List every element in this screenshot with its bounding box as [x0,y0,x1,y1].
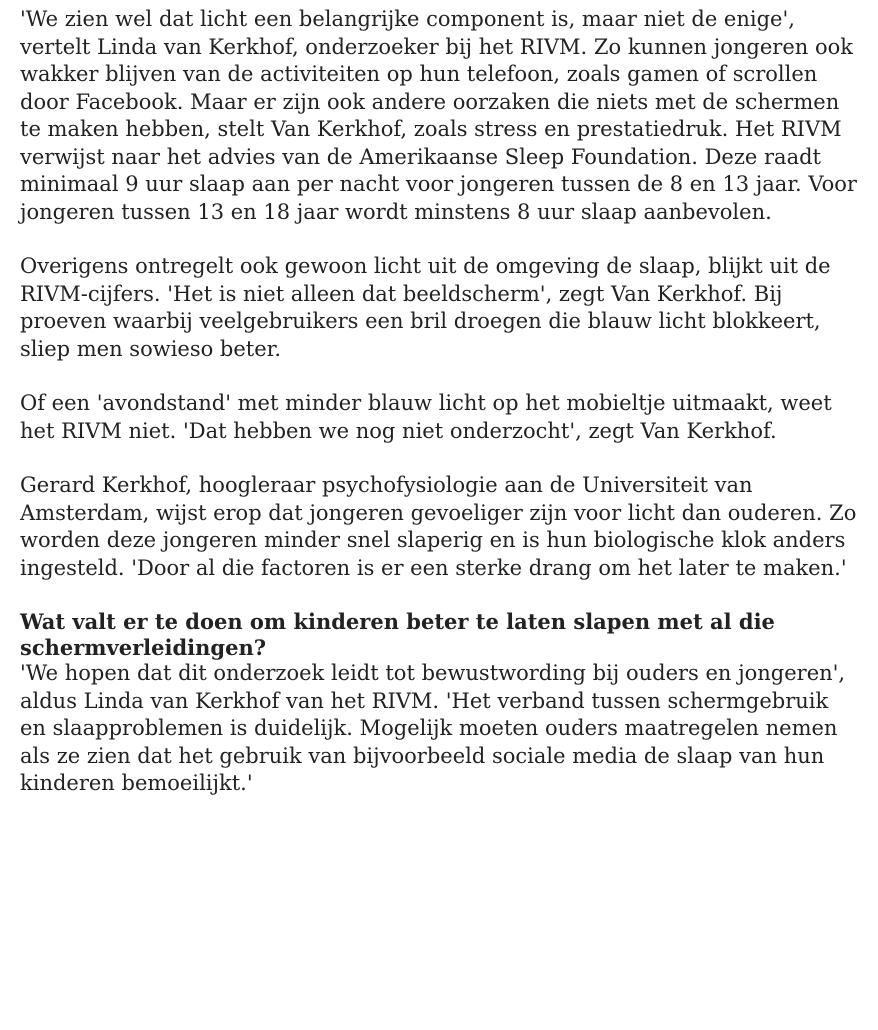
article-paragraph: 'We zien wel dat licht een belangrijke component is, maar niet de enige', vertelt Linda van Kerkhof, onderzoeker bij het RIVM. Zo kunnen jongeren ook wakker blijven van de activiteiten op hun telefoon, zoals gamen of scrollen door Facebook. Maar er zijn ook andere oorzaken die niets met de schermen te maken hebben, stelt Van Kerkhof, zoals stress en prestatiedruk. Het RIVM verwijst naar het advies van de Amerikaanse Sleep Foundation. Deze raadt minimaal 9 uur slaap aan per nacht voor jongeren tussen de 8 en 13 jaar. Voor jongeren tussen 13 en 18 jaar wordt minstens 8 uur slaap aanbevolen. [20,7,857,224]
article-paragraph: Gerard Kerkhof, hoogleraar psychofysiologie aan de Universiteit van Amsterdam, wijst erop dat jongeren gevoeliger zijn voor licht dan ouderen. Zo worden deze jongeren minder snel slaperig en is hun biologische klok anders ingesteld. 'Door al die factoren is er een sterke drang om het later te maken.' [20,473,857,580]
article-paragraph: Of een 'avondstand' met minder blauw licht op het mobieltje uitmaakt, weet het RIVM niet. 'Dat hebben we nog niet onderzocht', zegt Van Kerkhof. [20,391,832,443]
section-heading: Wat valt er te doen om kinderen beter te laten slapen met al die schermverleidingen? [20,609,775,660]
article-paragraph: 'We hopen dat dit onderzoek leidt tot bewustwording bij ouders en jongeren', aldus Linda van Kerkhof van het RIVM. 'Het verband tussen schermgebruik en slaapproblemen is duidelijk. Mogelijk moeten ouders maatregelen nemen als ze zien dat het gebruik van bijvoorbeeld sociale media de slaap van hun kinderen bemoeilijkt.' [20,661,846,795]
article-paragraph: Overigens ontregelt ook gewoon licht uit de omgeving de slaap, blijkt uit de RIVM-cijfers. 'Het is niet alleen dat beeldscherm', zegt Van Kerkhof. Bij proeven waarbij veelgebruikers een bril droegen die blauw licht blokkeert, sliep men sowieso beter. [20,254,831,361]
